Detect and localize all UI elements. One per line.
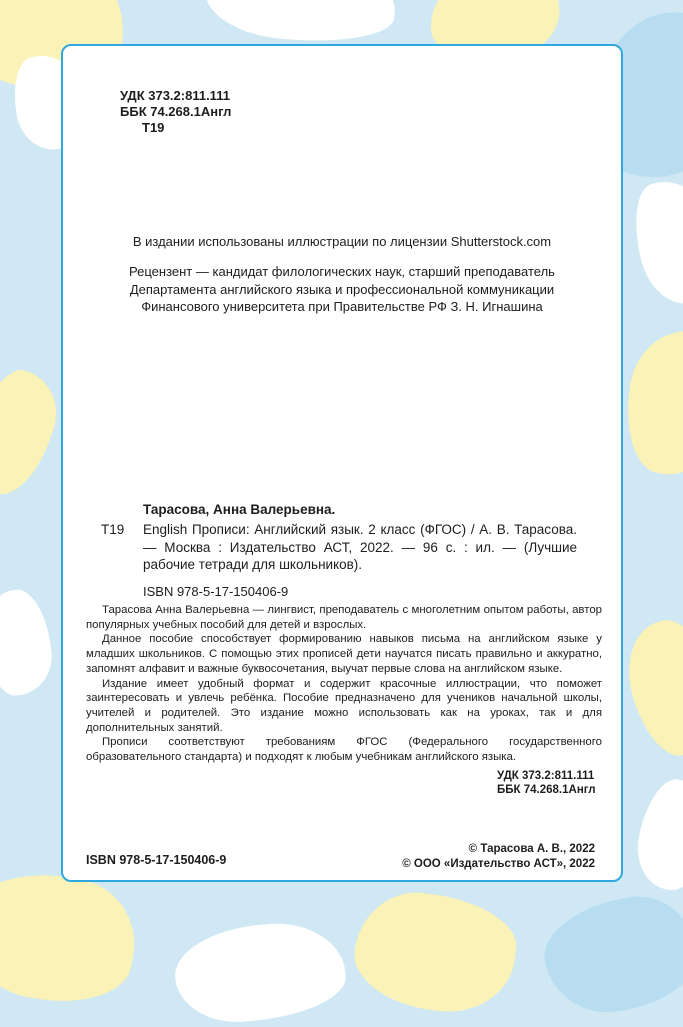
- bbk-code-bottom: ББК 74.268.1Англ: [497, 784, 596, 796]
- license-note: В издании использованы иллюстрации по лицензии Shutterstock.com: [132, 234, 552, 249]
- catalog-entry-block: [101, 521, 577, 574]
- annotation-paragraph: Издание имеет удобный формат и содержит красочные иллюстрации, что поможет заинтересовать и увлечь ребёнка. Пособие предназначено для учеников начальной школы, учителей и родителей. Это издание можно использовать как на уроках, так и для дополнительных занятий.: [86, 677, 602, 734]
- annotation-block: [86, 603, 602, 765]
- watercolor-blob: [0, 586, 56, 698]
- watercolor-blob: [0, 861, 145, 1014]
- classification-codes-top: [120, 88, 231, 136]
- imprint-page: [61, 44, 623, 882]
- bbk-code: ББК 74.268.1Англ: [120, 104, 232, 119]
- annotation-paragraph: Тарасова Анна Валерьевна — лингвист, преподаватель с многолетним опытом работы, автор популярных учебных пособий для детей и взрослых.: [86, 604, 602, 631]
- watercolor-blob: [624, 173, 683, 312]
- author-heading: Тарасова, Анна Валерьевна.: [143, 502, 336, 517]
- watercolor-blob: [617, 323, 683, 481]
- catalog-code: Т19: [101, 522, 125, 537]
- reviewer-note: [63, 263, 621, 316]
- watercolor-blob: [349, 886, 522, 1020]
- classification-codes-bottom: [497, 769, 596, 797]
- udk-code-bottom: УДК 373.2:811.111: [497, 770, 595, 782]
- copyright-line-author: © Тарасова А. В., 2022: [468, 843, 595, 855]
- watercolor-blob: [203, 0, 398, 47]
- reviewer-line: Финансового университета при Правительстве РФ З. Н. Игнашина: [141, 299, 543, 314]
- isbn-number: ISBN 978-5-17-150406-9: [143, 584, 289, 599]
- copyright-block: [402, 842, 595, 871]
- reviewer-line: Рецензент — кандидат филологических наук, старший преподаватель: [129, 264, 555, 279]
- watercolor-blob: [0, 361, 69, 504]
- isbn-number-bottom: ISBN 978-5-17-150406-9: [86, 853, 227, 867]
- copyright-line-publisher: © ООО «Издательство АСТ», 2022: [402, 857, 595, 870]
- watercolor-blob: [171, 918, 349, 1027]
- annotation-paragraph: Данное пособие способствует формированию навыков письма на английском языке у младших школьников. С помощью этих прописей дети научатся писать правильно и аккуратно, запомнят алфавит и важные буквосочетания, выучат первые слова на английском языке.: [86, 633, 602, 675]
- author-sign-code: Т19: [142, 120, 165, 135]
- udk-code: УДК 373.2:811.111: [120, 88, 230, 103]
- watercolor-blob: [536, 887, 683, 1024]
- annotation-paragraph: Прописи соответствуют требованиям ФГОС (Федерального государственного образовательного стандарта) и подходят к любым учебникам английского языка.: [86, 736, 602, 764]
- watercolor-blob: [629, 774, 683, 896]
- reviewer-line: Департамента английского языка и профессиональной коммуникации: [129, 281, 555, 297]
- watercolor-blob: [615, 611, 683, 764]
- catalog-entry-text: English Прописи: Английский язык. 2 класс (ФГОС) / А. В. Тарасова. — Москва : Издательство АСТ, 2022. — 96 с. : ил. — (Лучшие рабочие тетради для школьников).: [143, 522, 577, 572]
